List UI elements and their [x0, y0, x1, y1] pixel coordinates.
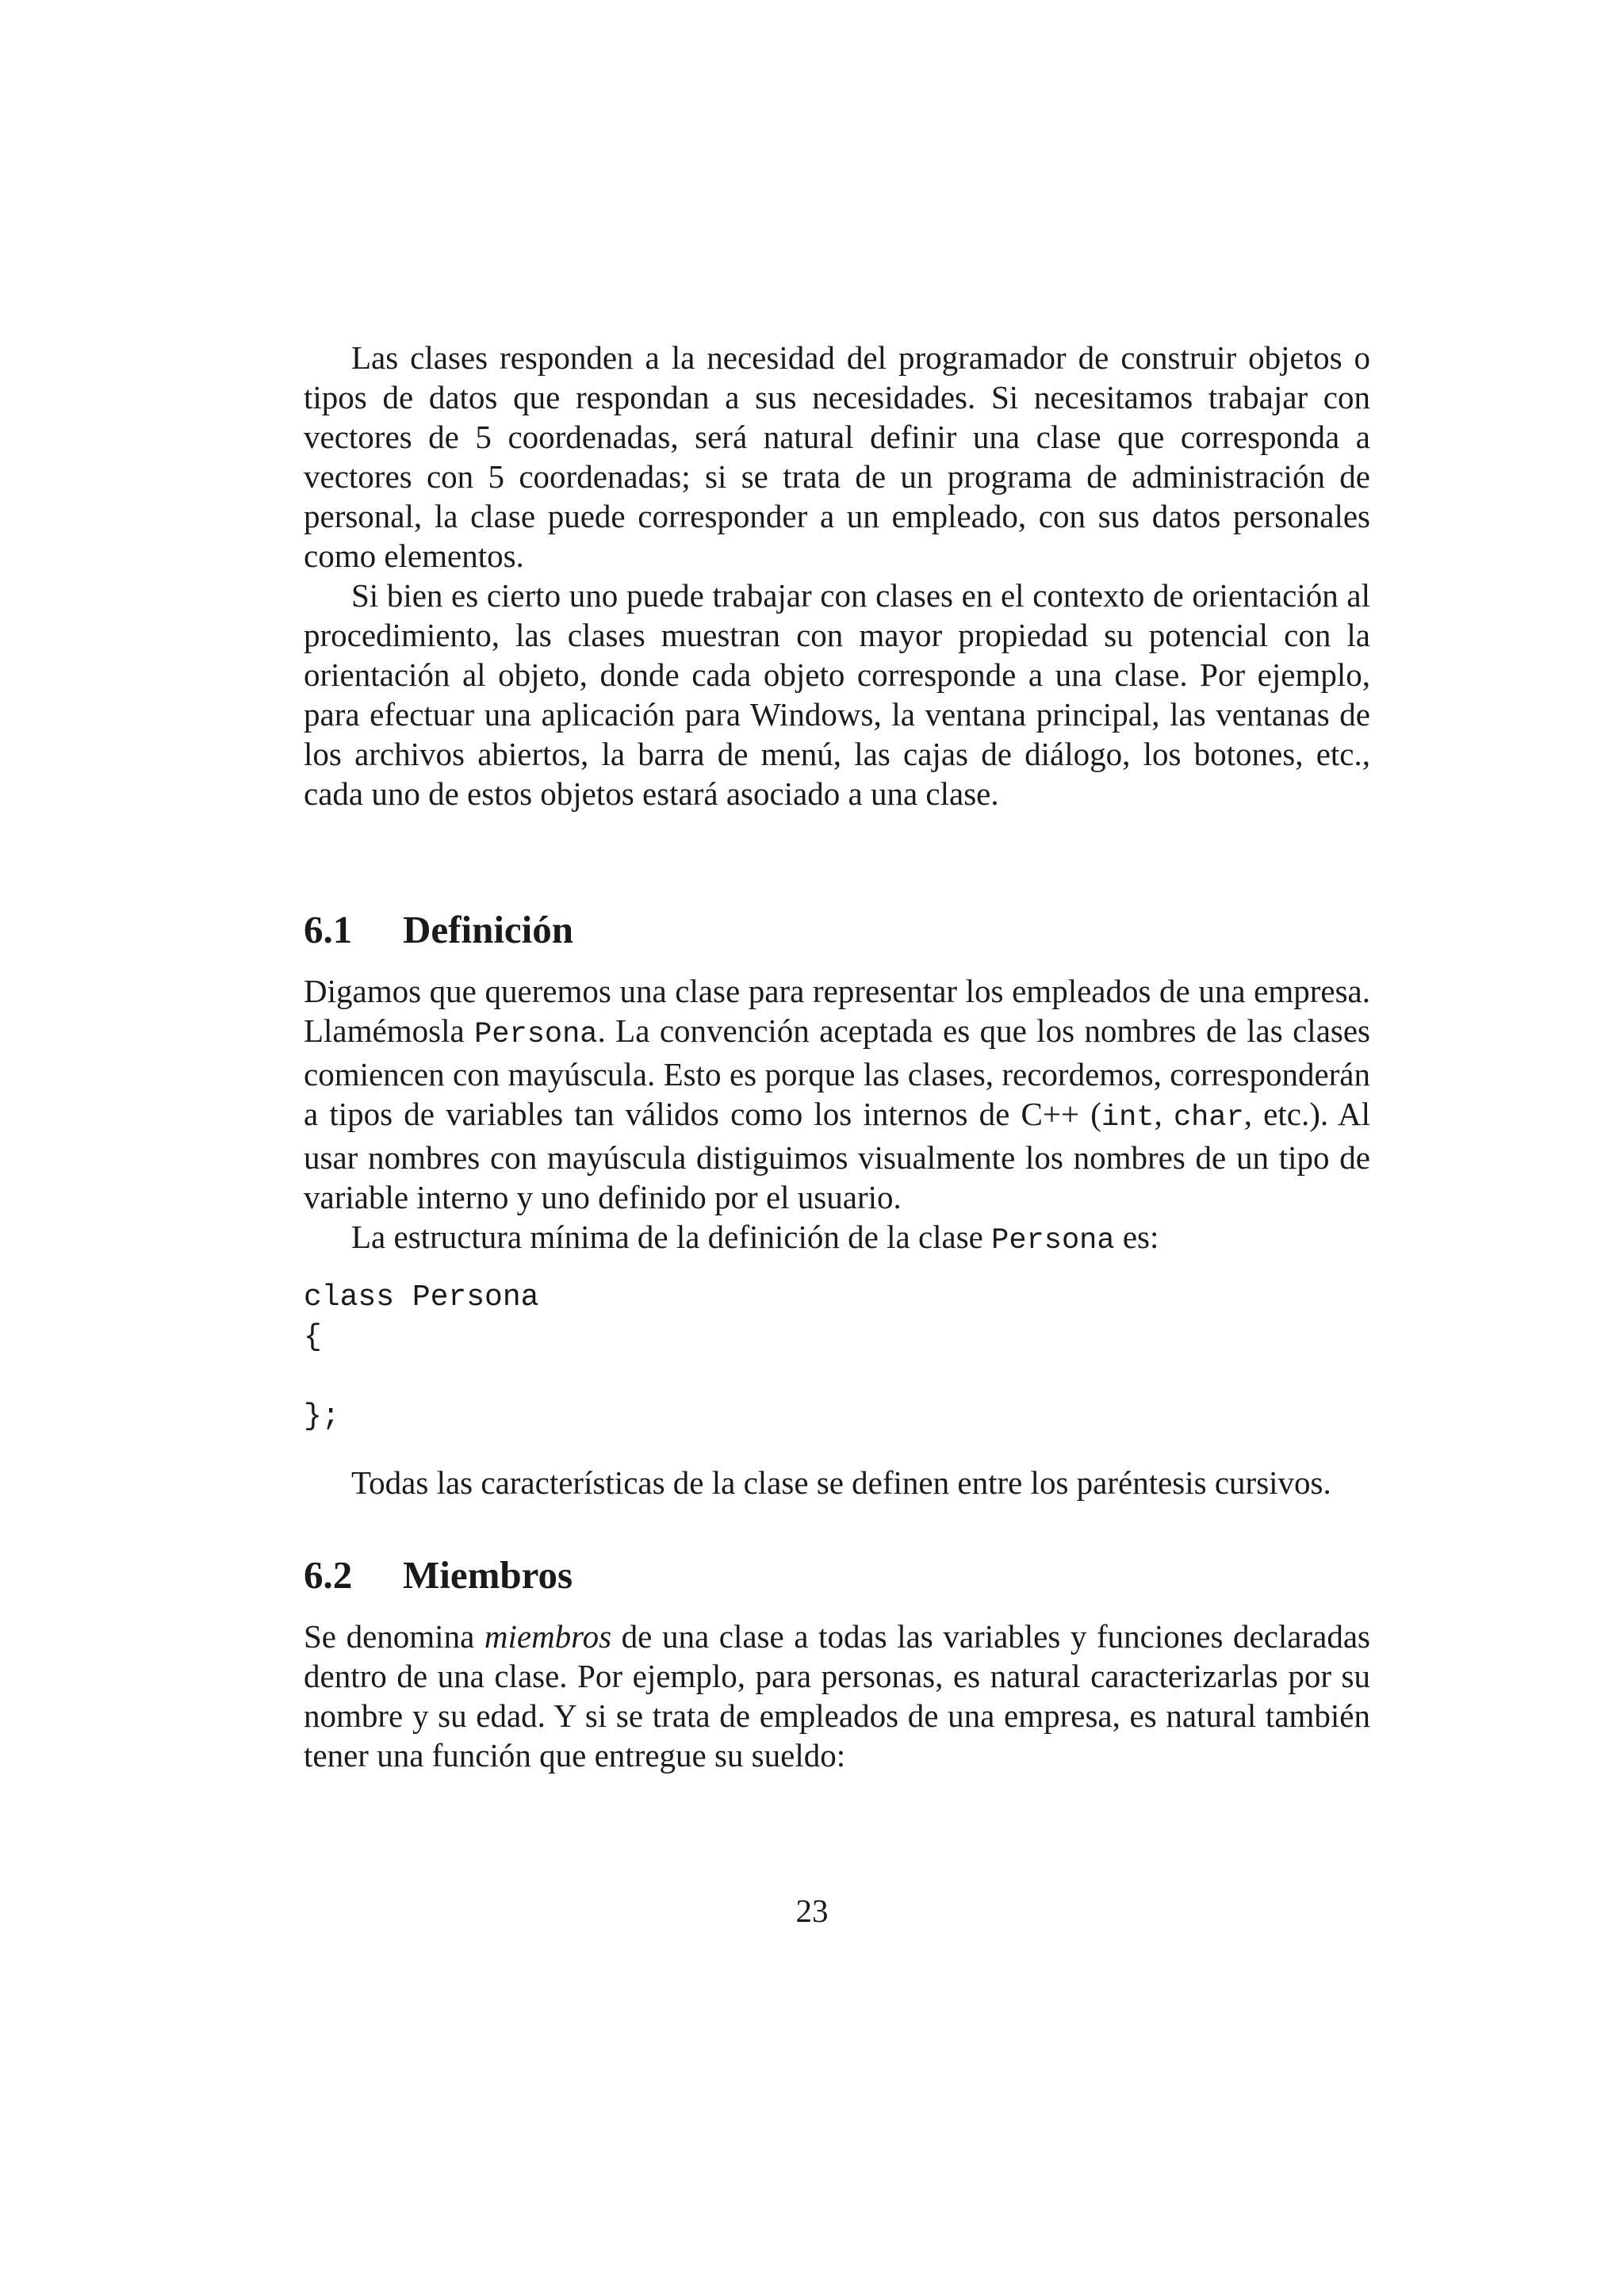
definicion-paragraph-2: La estructura mínima de la definición de la clase Persona es:	[351, 1219, 1159, 1257]
section-body-miembros	[304, 1617, 1370, 1775]
section-number: 6.2	[304, 1553, 353, 1597]
inline-code: Persona	[991, 1224, 1115, 1257]
inline-code: Persona	[474, 1018, 598, 1051]
code-line: };	[304, 1399, 340, 1433]
intro-text	[304, 338, 1370, 813]
section-heading-miembros	[304, 1552, 1370, 1599]
definicion-paragraph-1: Digamos que queremos una clase para representar los empleados de una empresa. Llamémosla Persona. La convención aceptada es que los nombres de las clases comiencen con mayúscula. Esto es porque las clases, recordemos, corresponderán a tipos de variables tan válidos como los internos de C++ (int, char, etc.). Al usar nombres con mayúscula distiguimos visualmente los nombres de un tipo de variable interno y uno definido por el usuario.	[304, 973, 1371, 1215]
section-title: Miembros	[403, 1553, 573, 1597]
miembros-paragraph-1: Se denomina miembros de una clase a todas las variables y funciones declaradas dentro de una clase. Por ejemplo, para personas, es natural caracterizarlas por su nombre y su edad. Y si se trata de empleados de una empresa, es natural también tener una función que entregue su sueldo:	[304, 1618, 1370, 1774]
code-line: {	[304, 1320, 322, 1354]
inline-code: int	[1101, 1101, 1155, 1135]
inline-code: char	[1173, 1101, 1244, 1135]
intro-paragraph-1: Las clases responden a la necesidad del programador de construir objetos o tipos de datos que respondan a sus necesidades. Si necesitamos trabajar con vectores de 5 coordenadas, será natural definir una clase que corresponda a vectores con 5 coordenadas; si se trata de un programa de administración de personal, la clase puede corresponder a un empleado, con sus datos personales como elementos.	[304, 339, 1370, 574]
section-heading-definicion	[304, 906, 1370, 954]
code-block	[304, 1278, 1370, 1437]
emphasis: miembros	[484, 1618, 612, 1655]
code-line	[304, 1357, 1370, 1397]
definicion-paragraph-3: Todas las características de la clase se definen entre los paréntesis cursivos.	[351, 1464, 1331, 1501]
page-number: 23	[795, 1892, 829, 1929]
code-line: class Persona	[304, 1280, 539, 1314]
definicion-closing	[304, 1463, 1370, 1502]
section-body-definicion	[304, 971, 1370, 1261]
section-number: 6.1	[304, 908, 353, 951]
section-title: Definición	[403, 908, 574, 951]
intro-paragraph-2: Si bien es cierto uno puede trabajar con clases en el contexto de orientación al procedimiento, las clases muestran con mayor propiedad su potencial con la orientación al objeto, donde cada objeto corresponde a una clase. Por ejemplo, para efectuar una aplicación para Windows, la ventana principal, las ventanas de los archivos abiertos, la barra de menú, las cajas de diálogo, los botones, etc., cada uno de estos objetos estará asociado a una clase.	[304, 577, 1370, 812]
